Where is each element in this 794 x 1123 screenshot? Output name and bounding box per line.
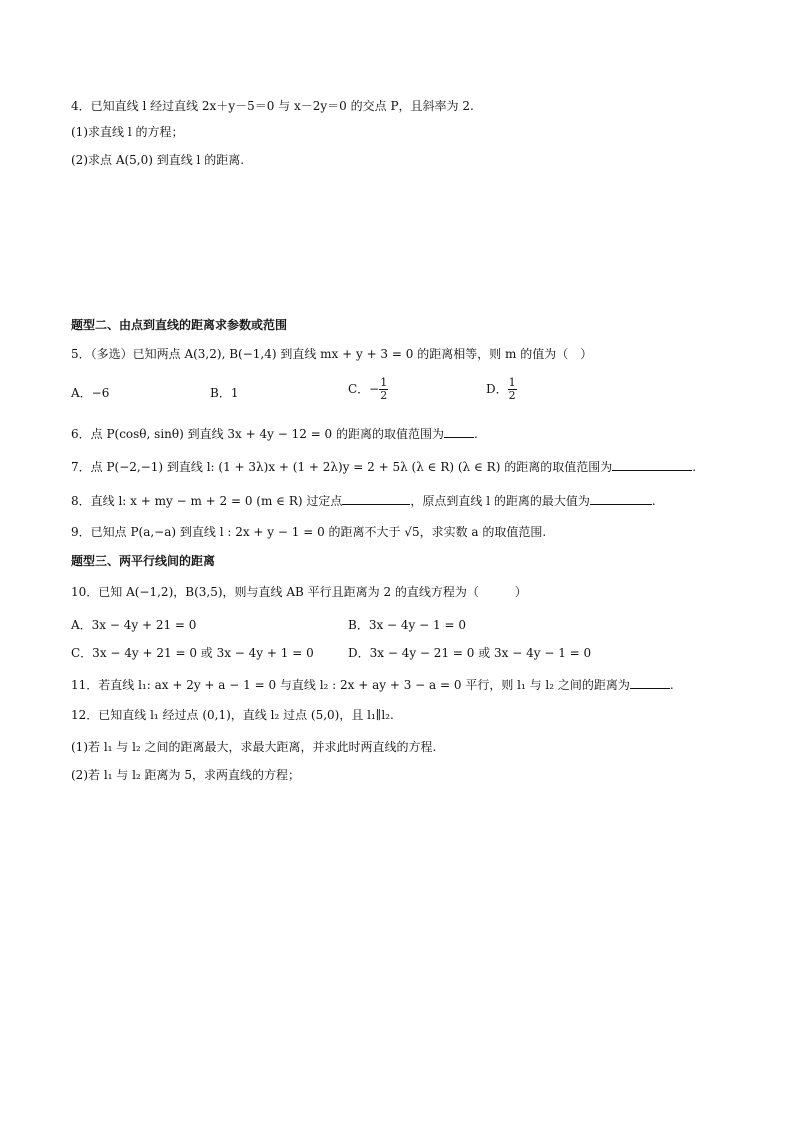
q7 bbox=[71, 458, 696, 475]
section2-title: 题型二、由点到直线的距离求参数或范围 bbox=[71, 318, 288, 332]
q6 bbox=[71, 425, 478, 442]
q4-stem: 4．已知直线 l 经过直线 2x＋y－5＝0 与 x－2y＝0 的交点 P，且斜率为 2. bbox=[71, 99, 474, 113]
q5-option-c-denominator: 2 bbox=[380, 389, 388, 402]
q12-part2: (2)若 l₁ 与 l₂ 距离为 5，求两直线的方程； bbox=[71, 768, 301, 782]
q10-option-c: C．3x − 4y + 21 = 0 或 3x − 4y + 1 = 0 bbox=[71, 646, 314, 660]
q12-part1: (1)若 l₁ 与 l₂ 之间的距离最大，求最大距离，并求此时两直线的方程. bbox=[71, 740, 437, 754]
q10-option-d: D．3x − 4y − 21 = 0 或 3x − 4y − 1 = 0 bbox=[348, 646, 592, 660]
q5-option-d bbox=[486, 377, 517, 402]
q5-option-c-numerator: 1 bbox=[380, 376, 388, 389]
q11-end: . bbox=[669, 678, 674, 692]
q5-option-a: A．−6 bbox=[71, 386, 110, 400]
section3-title: 题型三、两平行线间的距离 bbox=[71, 554, 216, 568]
q10-option-a: A．3x − 4y + 21 = 0 bbox=[71, 618, 197, 632]
q4-part2: (2)求点 A(5,0) 到直线 l 的距离. bbox=[71, 153, 245, 167]
q5-option-c-label: C．− bbox=[348, 382, 380, 396]
q7-end: . bbox=[692, 460, 697, 474]
q10-stem: 10．已知 A(−1,2)，B(3,5)，则与直线 AB 平行且距离为 2 的直线方程为（ ） bbox=[71, 585, 527, 599]
q8-fixed-point-blank[interactable] bbox=[342, 492, 410, 505]
q12-stem: 12．已知直线 l₁ 经过点 (0,1)，直线 l₂ 过点 (5,0)，且 l₁∥l₂. bbox=[71, 708, 394, 722]
q5-option-c bbox=[348, 377, 388, 402]
q11-stem: 11．若直线 l₁: ax + 2y + a − 1 = 0 与直线 l₂ : 2x + ay + 3 − a = 0 平行，则 l₁ 与 l₂ 之间的距离为 bbox=[71, 678, 630, 692]
q11 bbox=[71, 676, 674, 693]
q5-stem: 5．（多选）已知两点 A(3,2), B(−1,4) 到直线 mx + y + 3 = 0 的距离相等，则 m 的值为（ ） bbox=[71, 347, 593, 361]
q5-option-d-label: D． bbox=[486, 382, 508, 396]
q11-answer-blank[interactable] bbox=[630, 676, 670, 689]
q6-end: . bbox=[474, 427, 478, 441]
q7-answer-blank[interactable] bbox=[612, 458, 692, 471]
q8 bbox=[71, 492, 656, 509]
q10-option-b: B．3x − 4y − 1 = 0 bbox=[348, 618, 466, 632]
q6-stem: 6．点 P(cosθ, sinθ) 到直线 3x + 4y − 12 = 0 的距离的取值范围为 bbox=[71, 427, 445, 441]
q5-option-d-denominator: 2 bbox=[508, 389, 516, 402]
q4-part1: (1)求直线 l 的方程； bbox=[71, 125, 184, 139]
q6-answer-blank[interactable] bbox=[444, 425, 474, 438]
q5-option-d-fraction bbox=[508, 377, 517, 402]
q8-part-a: 8．直线 l: x + my − m + 2 = 0 (m ∈ R) 过定点 bbox=[71, 494, 343, 508]
q9-stem: 9．已知点 P(a,−a) 到直线 l : 2x + y − 1 = 0 的距离不大于 √5，求实数 a 的取值范围. bbox=[71, 525, 547, 539]
q8-end: . bbox=[651, 494, 656, 508]
q5-option-b: B．1 bbox=[210, 386, 239, 400]
q7-stem: 7．点 P(−2,−1) 到直线 l: (1 + 3λ)x + (1 + 2λ)y = 2 + 5λ (λ ∈ R) (λ ∈ R) 的距离的取值范围为 bbox=[71, 460, 613, 474]
q5-option-c-fraction bbox=[379, 377, 388, 402]
q8-part-b: ，原点到直线 l 的距离的最大值为 bbox=[410, 494, 590, 508]
q5-option-d-numerator: 1 bbox=[508, 376, 516, 389]
q8-max-distance-blank[interactable] bbox=[590, 492, 652, 505]
